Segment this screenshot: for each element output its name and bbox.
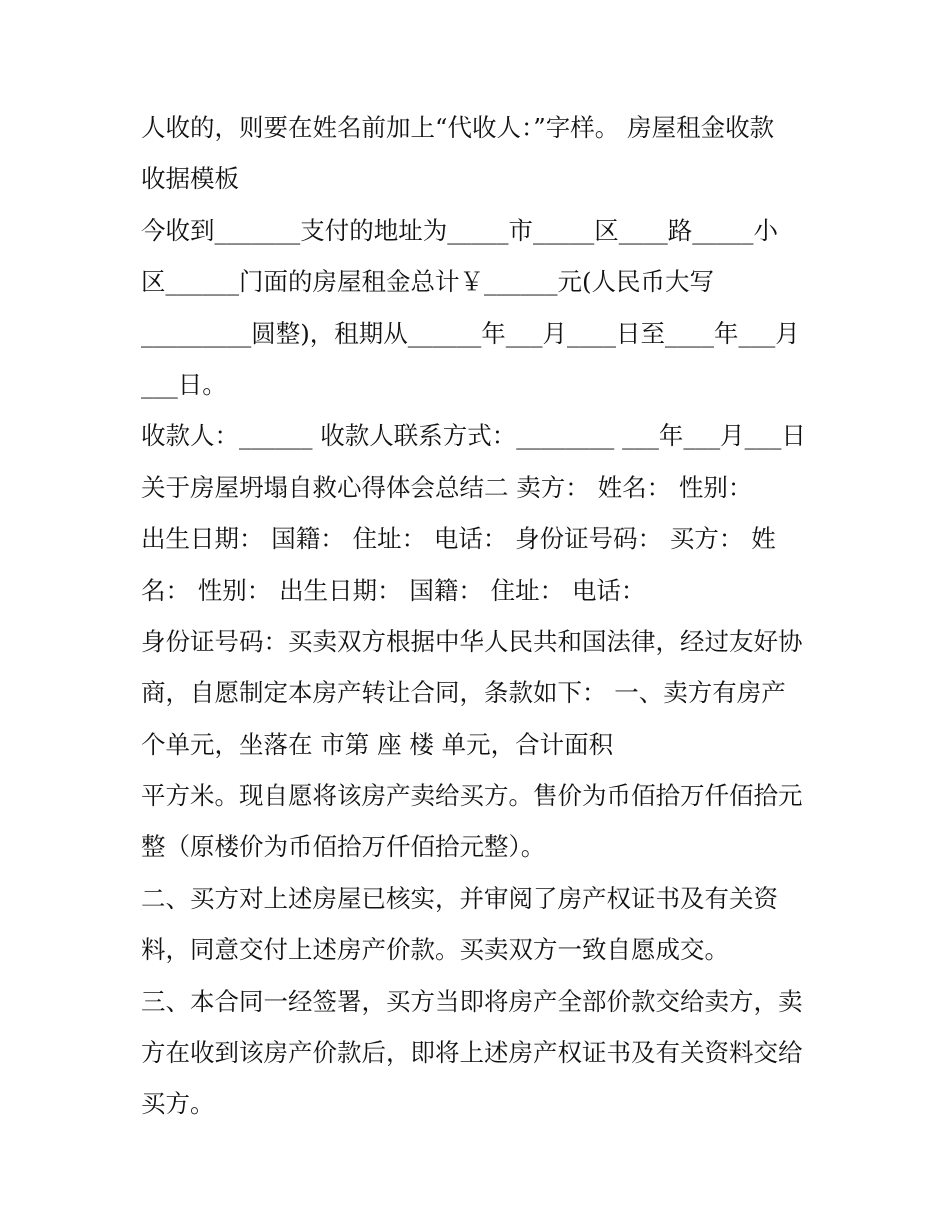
text-line-6: ___日。 (141, 369, 227, 399)
text-line-12: 商，自愿制定本房产转让合同，条款如下： 一、卖方有房产 (141, 678, 786, 708)
text-line-17: 料，同意交付上述房产价款。买卖双方一致自愿成交。 (141, 935, 729, 965)
text-line-20: 买方。 (141, 1089, 215, 1119)
text-line-13: 个单元，坐落在 市第 座 楼 单元，合计面积 (141, 729, 614, 759)
text-line-14: 平方米。现自愿将该房产卖给买方。售价为币佰拾万仟佰拾元 (141, 781, 803, 811)
text-line-10: 名： 性别： 出生日期： 国籍： 住址： 电话： (141, 575, 646, 605)
text-line-11: 身份证号码：买卖双方根据中华人民共和国法律，经过友好协 (141, 626, 803, 656)
text-line-2: 收据模板 (141, 164, 239, 194)
text-line-3: 今收到_______支付的地址为_____市_____区____路_____小 (141, 215, 778, 245)
text-line-16: 二、买方对上述房屋已核实，并审阅了房产权证书及有关资 (141, 883, 778, 913)
text-line-9: 出生日期： 国籍： 住址： 电话： 身份证号码： 买方： 姓 (141, 524, 776, 554)
text-line-8: 关于房屋坍塌自救心得体会总结二 卖方： 姓名： 性别： (141, 472, 753, 502)
text-line-19: 方在收到该房产价款后，即将上述房产权证书及有关资料交给 (141, 1038, 803, 1068)
text-line-1: 人收的，则要在姓名前加上“代收人：”字样。 房屋租金收款 (141, 113, 775, 142)
document-body (141, 102, 831, 1130)
text-line-4: 区______门面的房屋租金总计￥______元(人民币大写 (141, 267, 715, 297)
text-line-7: 收款人：______ 收款人联系方式：________ ___年___月___日 (141, 421, 806, 451)
text-line-18: 三、本合同一经签署，买方当即将房产全部价款交给卖方，卖 (141, 986, 803, 1016)
text-line-15: 整（原楼价为币佰拾万仟佰拾元整）。 (141, 832, 546, 862)
text-line-5: _________圆整)，租期从______年___月____日至____年___月 (141, 318, 800, 348)
